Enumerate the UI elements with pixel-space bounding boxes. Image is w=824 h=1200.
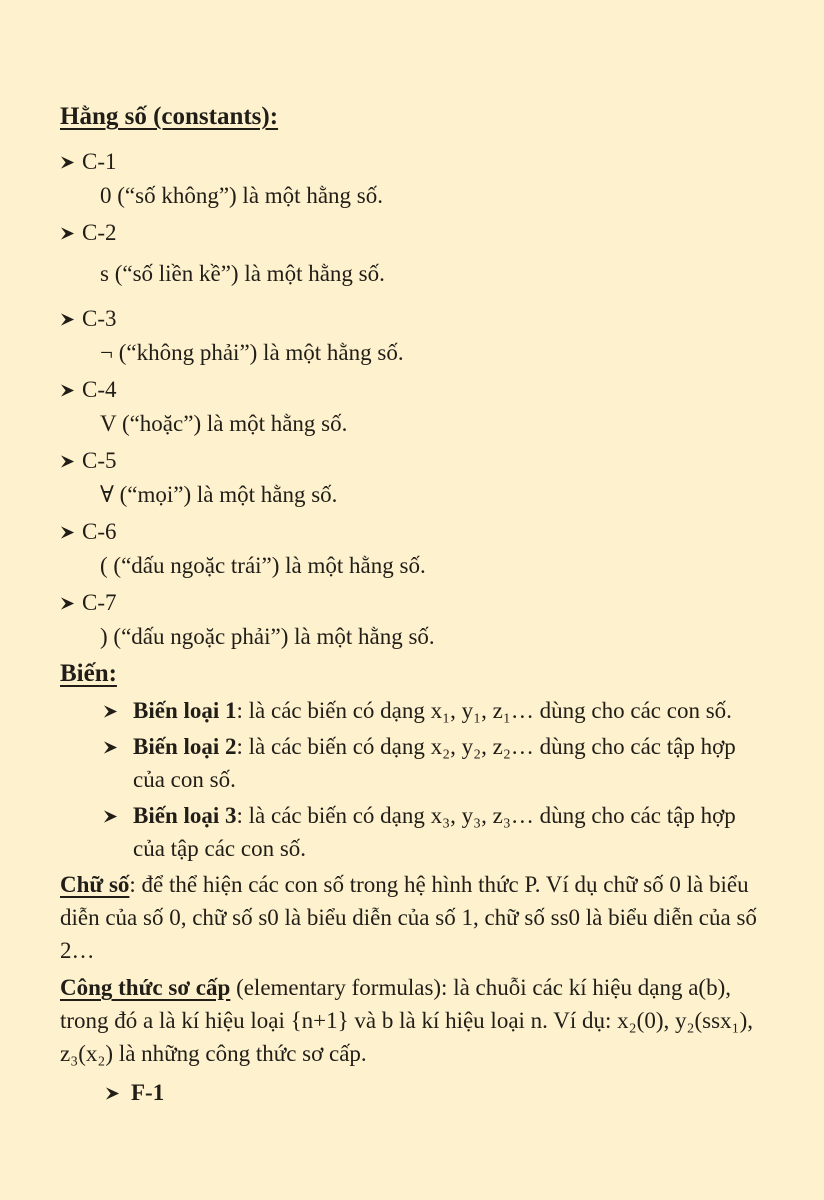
variable-type-item [103,799,768,865]
constant-statement: ¬ (“không phải”) là một hằng số. [100,340,404,365]
constant-id-line [60,302,768,335]
arrow-bullet-icon [105,1085,131,1100]
constant-id-line [60,515,768,548]
arrow-bullet-icon [60,453,82,468]
constant-id-line [60,444,768,477]
constant-id: C-4 [82,377,117,402]
constant-item [60,515,768,582]
arrow-bullet-icon [103,739,133,754]
elementary-formulas-text: (elementary formulas): là chuỗi các kí hiệu dạng a(b), trong đó a là kí hiệu loại {n+1} và b là kí hiệu loại n. Ví dụ: x₂(0), y₂(ssx₁), z₃(x₂) là những công thức sơ cấp. [60,975,753,1066]
variable-type-text [133,730,768,796]
constant-id: C-7 [82,590,117,615]
arrow-bullet-icon [60,595,82,610]
elementary-formulas-lead: Công thức sơ cấp [60,975,231,1000]
arrow-bullet-icon [60,154,82,169]
constant-id: C-6 [82,519,117,544]
formula-item [105,1076,768,1109]
constant-statement: s (“số liền kề”) là một hằng số. [100,261,385,286]
digits-paragraph [60,868,768,967]
arrow-bullet-icon [60,311,82,326]
variable-type-item [103,730,768,796]
elementary-formulas-paragraph [60,971,768,1070]
variable-type-description: : là các biến có dạng x₃, y₃, z₃… dùng cho các tập hợp của tập các con số. [133,803,736,861]
digits-lead: Chữ số [60,872,130,897]
constant-item [60,373,768,440]
arrow-bullet-icon [103,808,133,823]
constant-id-line [60,373,768,406]
constant-item [60,145,768,212]
variable-type-label: Biến loại 3 [133,803,237,828]
variable-type-description: : là các biến có dạng x₂, y₂, z₂… dùng cho các tập hợp của con số. [133,734,736,792]
arrow-bullet-icon [60,382,82,397]
arrow-bullet-icon [103,703,133,718]
constant-statement: V (“hoặc”) là một hằng số. [100,411,348,436]
constant-id: C-5 [82,448,117,473]
constants-section-heading: Hằng số (constants): [60,103,279,130]
formula-id: F-1 [131,1080,165,1105]
digits-text: : để thể hiện các con số trong hệ hình thức P. Ví dụ chữ số 0 là biểu diễn của số 0, chữ số s0 là biểu diễn của số 1, chữ số ss0 là biểu diễn của số 2… [60,872,757,963]
constant-item [60,216,768,290]
variables-section-heading: Biến: [60,660,117,687]
constant-id-line [60,216,768,249]
constant-statement: ( (“dấu ngoặc trái”) là một hằng số. [100,553,426,578]
variable-type-label: Biến loại 2 [133,734,237,759]
constant-item [60,586,768,653]
constant-id-line [60,145,768,178]
constant-id-line [60,586,768,619]
constant-item [60,302,768,369]
variable-type-text [133,694,768,727]
variable-type-description: : là các biến có dạng x₁, y₁, z₁… dùng cho các con số. [236,698,732,723]
variable-type-item [103,694,768,727]
constant-statement: 0 (“số không”) là một hằng số. [100,183,383,208]
constant-id: C-3 [82,306,117,331]
constant-item [60,444,768,511]
constant-id: C-2 [82,220,117,245]
arrow-bullet-icon [60,524,82,539]
arrow-bullet-icon [60,225,82,240]
constant-statement: ) (“dấu ngoặc phải”) là một hằng số. [100,624,435,649]
variable-type-label: Biến loại 1 [133,698,237,723]
variable-type-text [133,799,768,865]
constant-id: C-1 [82,149,117,174]
constant-statement: ∀ (“mọi”) là một hằng số. [100,482,338,507]
